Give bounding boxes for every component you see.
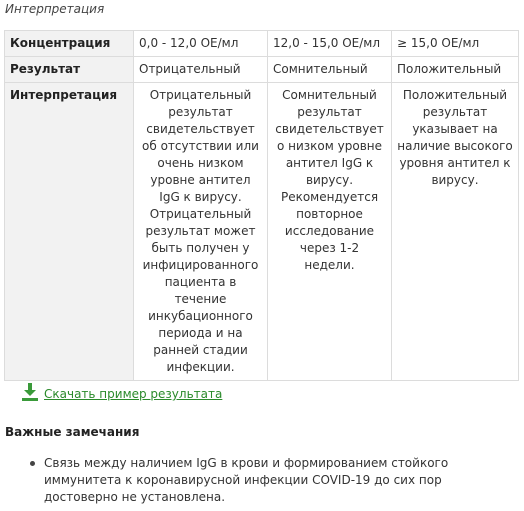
row-header-concentration: Концентрация <box>5 31 134 57</box>
table-cell: 12,0 - 15,0 ОЕ/мл <box>268 31 392 57</box>
table-cell: 0,0 - 12,0 ОЕ/мл <box>134 31 268 57</box>
notes-title: Важные замечания <box>5 425 140 439</box>
bullet-icon <box>30 461 35 466</box>
table-cell: ≥ 15,0 ОЕ/мл <box>392 31 519 57</box>
row-header-result: Результат <box>5 57 134 83</box>
download-example-label[interactable]: Скачать пример результата <box>44 387 223 401</box>
table-row <box>5 57 519 83</box>
table-cell: Положительный <box>392 57 519 83</box>
table-cell: Положительный результат указывает на наличие высокого уровня антител к вирусу. <box>392 83 519 381</box>
list-item <box>26 455 496 506</box>
interpretation-table <box>4 30 519 381</box>
notes-list <box>26 455 496 506</box>
table-cell: Сомнительный <box>268 57 392 83</box>
table-cell: Отрицательный <box>134 57 268 83</box>
download-example-link[interactable] <box>22 383 222 401</box>
table-row <box>5 83 519 381</box>
table-caption: Интерпретация <box>5 2 105 16</box>
note-text: Связь между наличием IgG в крови и формированием стойкого иммунитета к коронавирусной инфекции COVID-19 до сих пор достоверно не установлена. <box>44 456 449 504</box>
table-row <box>5 31 519 57</box>
table-cell: Отрицательный результат свидетельствует об отсутствии или очень низком уровне антител IgG к вирусу. Отрицательный результат может быть получен у инфицированного пациента в течение инкубационного периода и на ранней стадии инфекции. <box>134 83 268 381</box>
download-arrow-icon <box>22 383 38 401</box>
table-cell: Сомнительный результат свидетельствует о низком уровне антител IgG к вирусу. Рекомендуется повторное исследование через 1-2 недели. <box>268 83 392 381</box>
row-header-interpretation: Интерпретация <box>5 83 134 381</box>
